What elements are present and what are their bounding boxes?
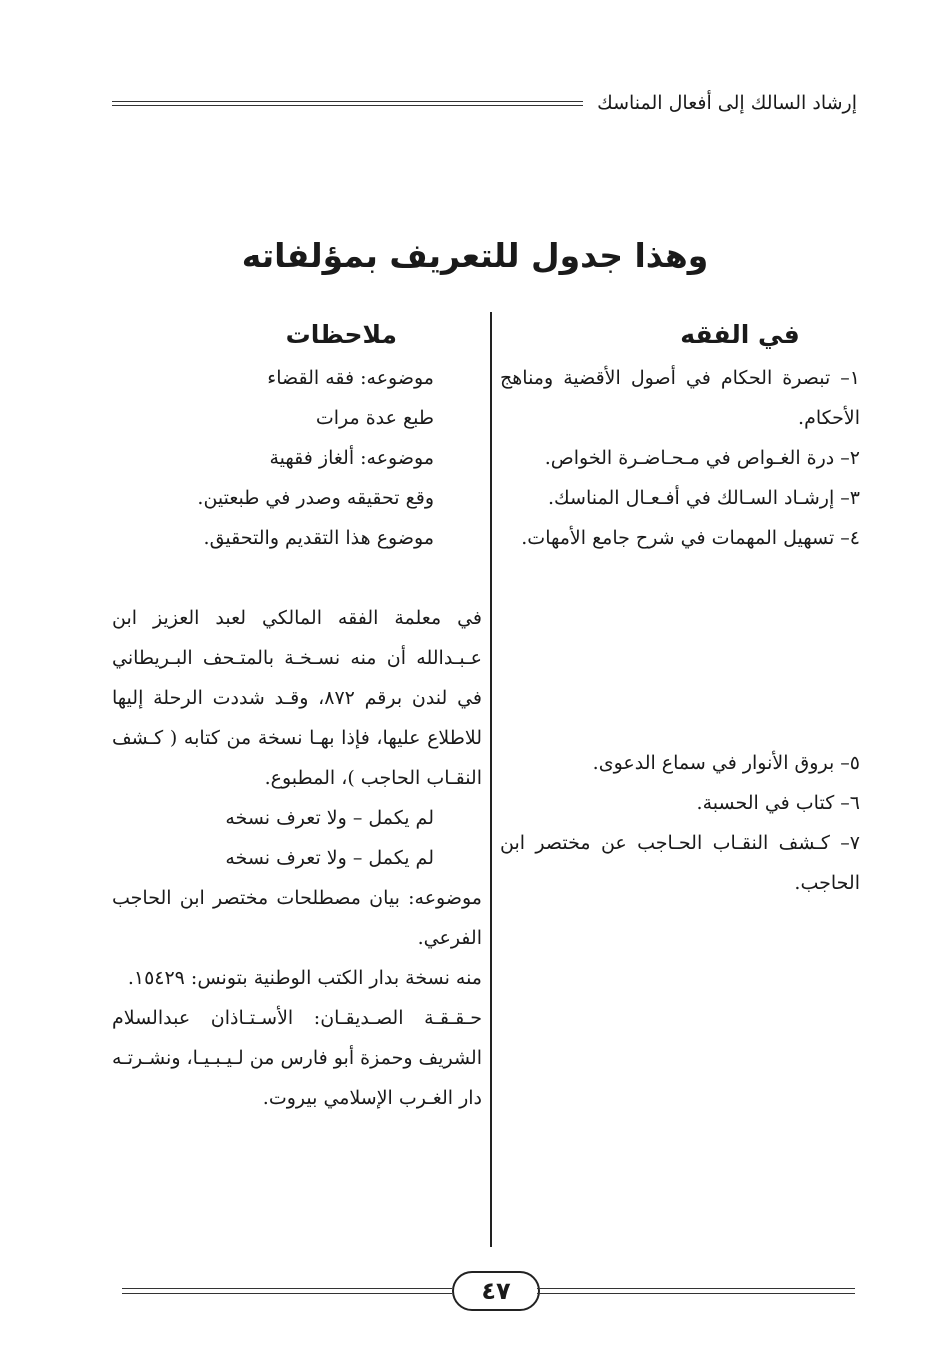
note-item: حـقـقـة الصـديقـان: الأسـتـاذان عبدالسلام الشريف وحمزة أبو فارس من لـيـبـيـا، ونشـرتـه دار الغـرب الإسلامي بيروت. bbox=[112, 1007, 482, 1109]
column-divider bbox=[490, 312, 492, 1247]
note-item: موضوعه: ألغاز فقهية bbox=[269, 447, 434, 469]
work-item: ٥– بروق الأنوار في سماع الدعوى. bbox=[592, 752, 860, 774]
page-number: ٤٧ bbox=[452, 1271, 540, 1311]
page-heading: وهذا جدول للتعريف بمؤلفاته bbox=[241, 236, 709, 275]
work-item: ٣– إرشـاد السـالك في أفـعـال المناسك. bbox=[547, 487, 860, 509]
footer-rule bbox=[122, 1288, 452, 1294]
note-item: موضوعه: فقه القضاء bbox=[267, 367, 434, 389]
running-title: إرشاد السالك إلى أفعال المناسك bbox=[597, 92, 857, 114]
note-item: موضوع هذا التقديم والتحقيق. bbox=[203, 527, 434, 549]
note-item: لم يكمل – ولا تعرف نسخه bbox=[225, 807, 434, 829]
running-header bbox=[112, 88, 857, 118]
header-rule bbox=[112, 101, 583, 106]
work-item: ١– تبصرة الحكام في أصول الأقضية ومناهج الأحكام. bbox=[500, 367, 860, 429]
note-item: طبع عدة مرات bbox=[315, 407, 434, 429]
spacer bbox=[500, 558, 860, 743]
note-item: وقع تحقيقه وصدر في طبعتين. bbox=[197, 487, 434, 509]
work-item: ٧– كـشف النقـاب الحـاجب عن مختصر ابن الحاجب. bbox=[500, 832, 860, 894]
work-item: ٦– كتاب في الحسبة. bbox=[696, 792, 860, 814]
work-item: ٤– تسهيل المهمات في شرح جامع الأمهات. bbox=[521, 527, 860, 549]
note-item: في معلمة الفقه المالكي لعبد العزيز ابن عـبـدالله أن منه نسـخـة بالمتـحف البـريطاني في لندن برقم ٨٧٢، وقـد شددت الرحلة إليها للاطلاع عليها، فإذا بهـا نسخة من كتابه ( كـشف النقـاب الحاجب )، المطبوع. bbox=[112, 607, 482, 789]
works-column-heading: في الفقه bbox=[680, 320, 800, 349]
note-item: منه نسخة بدار الكتب الوطنية بتونس: ١٥٤٢٩. bbox=[127, 967, 482, 989]
page-footer bbox=[112, 1271, 857, 1311]
note-item: موضوعه: بيان مصطلحات مختصر ابن الحاجب الفرعي. bbox=[112, 887, 482, 949]
notes-column-heading: ملاحظات bbox=[285, 320, 397, 349]
spacer bbox=[112, 558, 482, 598]
work-item: ٢– درة الغـواص في مـحـاضـرة الخواص. bbox=[544, 447, 860, 469]
note-item: لم يكمل – ولا تعرف نسخه bbox=[225, 847, 434, 869]
notes-column bbox=[112, 312, 482, 1118]
footer-rule bbox=[537, 1288, 855, 1294]
works-column bbox=[500, 312, 860, 903]
